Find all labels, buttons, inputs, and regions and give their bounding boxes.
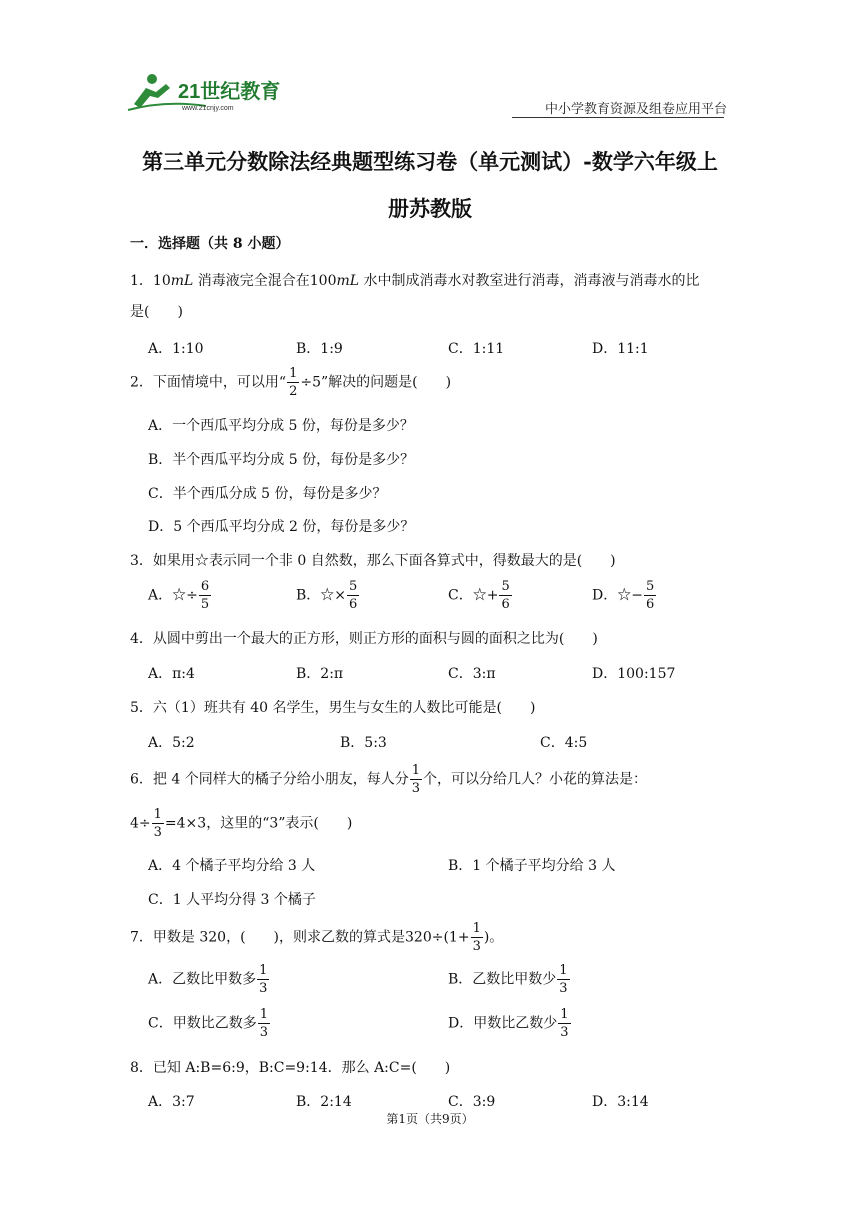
question-8: 8．已知 A:B=6:9，B:C=9:14．那么 A:C=( )	[130, 1060, 451, 1076]
q8-option-c[interactable]: C．3:9	[448, 1094, 496, 1110]
q3-option-a[interactable]: A．☆÷ $\frac{6}{5}$	[148, 579, 210, 612]
q1-option-b[interactable]: B．1:9	[296, 341, 343, 357]
q2-option-d[interactable]: D．5 个西瓜平均分成 2 份，每份是多少？	[148, 519, 415, 535]
q7-option-b[interactable]: B．乙数比甲数少 $\frac{1}{3}$	[448, 963, 568, 996]
question-1: 1．10mL 消毒液完全混合在100mL 水中制成消毒水对教室进行消毒，消毒液与消毒水的比	[130, 273, 700, 289]
q2-option-b[interactable]: B．半个西瓜平均分成 5 份，每份是多少？	[148, 452, 415, 468]
q3-option-b[interactable]: B．☆× $\frac{5}{6}$	[296, 579, 358, 612]
q6-option-b[interactable]: B．1 个橘子平均分给 3 人	[448, 858, 616, 874]
question-6-line2: 4÷ $\frac{1}{3}$ =4×3，这里的“3”表示( )	[130, 807, 353, 840]
page-footer: 第1页（共9页）	[386, 1112, 474, 1126]
q5-option-c[interactable]: C．4:5	[540, 735, 588, 751]
q8-option-d[interactable]: D．3:14	[592, 1094, 649, 1110]
q4-option-c[interactable]: C．3:π	[448, 666, 496, 682]
site-logo	[126, 70, 296, 114]
q4-option-d[interactable]: D．100:157	[592, 666, 676, 682]
q8-option-b[interactable]: B．2:14	[296, 1094, 352, 1110]
question-6: 6．把 4 个同样大的橘子分给小朋友，每人分 $\frac{1}{3}$ 个，可以分给几人？小花的算法是：	[130, 763, 647, 796]
q6-option-a[interactable]: A．4 个橘子平均分给 3 人	[148, 858, 316, 874]
header-divider	[512, 117, 724, 118]
fraction: $\frac{1}{2}$	[289, 366, 298, 399]
question-5: 5．六（1）班共有 40 名学生，男生与女生的人数比可能是( )	[130, 700, 536, 716]
q1-option-d[interactable]: D．11:1	[592, 341, 649, 357]
q2-option-c[interactable]: C．半个西瓜分成 5 份，每份是多少？	[148, 486, 387, 502]
q5-option-a[interactable]: A．5:2	[148, 735, 195, 751]
question-2: 2．下面情境中，可以用“ $\frac{1}{2}$ ÷5”解决的问题是( )	[130, 366, 452, 399]
question-4: 4．从圆中剪出一个最大的正方形，则正方形的面积与圆的面积之比为( )	[130, 631, 598, 647]
platform-name: 中小学教育资源及组卷应用平台	[545, 102, 728, 117]
q3-option-c[interactable]: C．☆+ $\frac{5}{6}$	[448, 579, 510, 612]
q4-option-a[interactable]: A．π:4	[148, 666, 195, 682]
section-heading: 一．选择题（共 8 小题）	[130, 236, 290, 252]
q7-option-a[interactable]: A．乙数比甲数多 $\frac{1}{3}$	[148, 963, 268, 996]
q3-option-d[interactable]: D．☆− $\frac{5}{6}$	[592, 579, 655, 612]
q1-option-a[interactable]: A．1:10	[148, 341, 204, 357]
page-title-line1: 第三单元分数除法经典题型练习卷（单元测试）-数学六年级上	[142, 149, 718, 174]
question-7: 7．甲数是 320，( )，则求乙数的算式是320÷(1+ $\frac{1}{3}$ )。	[130, 921, 504, 954]
q7-option-c[interactable]: C．甲数比乙数多 $\frac{1}{3}$	[148, 1007, 268, 1040]
page-title-line2: 册苏教版	[388, 196, 472, 221]
q5-option-b[interactable]: B．5:3	[340, 735, 387, 751]
question-3: 3．如果用☆表示同一个非 0 自然数，那么下面各算式中，得数最大的是( )	[130, 553, 616, 569]
logo-text: 21世纪教育	[178, 81, 281, 103]
q2-option-a[interactable]: A．一个西瓜平均分成 5 份，每份是多少？	[148, 418, 414, 434]
logo-url: www.21cnjy.com	[182, 105, 234, 112]
question-1-line2: 是( )	[130, 304, 183, 320]
q6-option-c[interactable]: C．1 人平均分得 3 个橘子	[148, 892, 316, 908]
q7-option-d[interactable]: D．甲数比乙数少 $\frac{1}{3}$	[448, 1007, 569, 1040]
q1-option-c[interactable]: C．1:11	[448, 341, 505, 357]
q8-option-a[interactable]: A．3:7	[148, 1094, 195, 1110]
q4-option-b[interactable]: B．2:π	[296, 666, 344, 682]
